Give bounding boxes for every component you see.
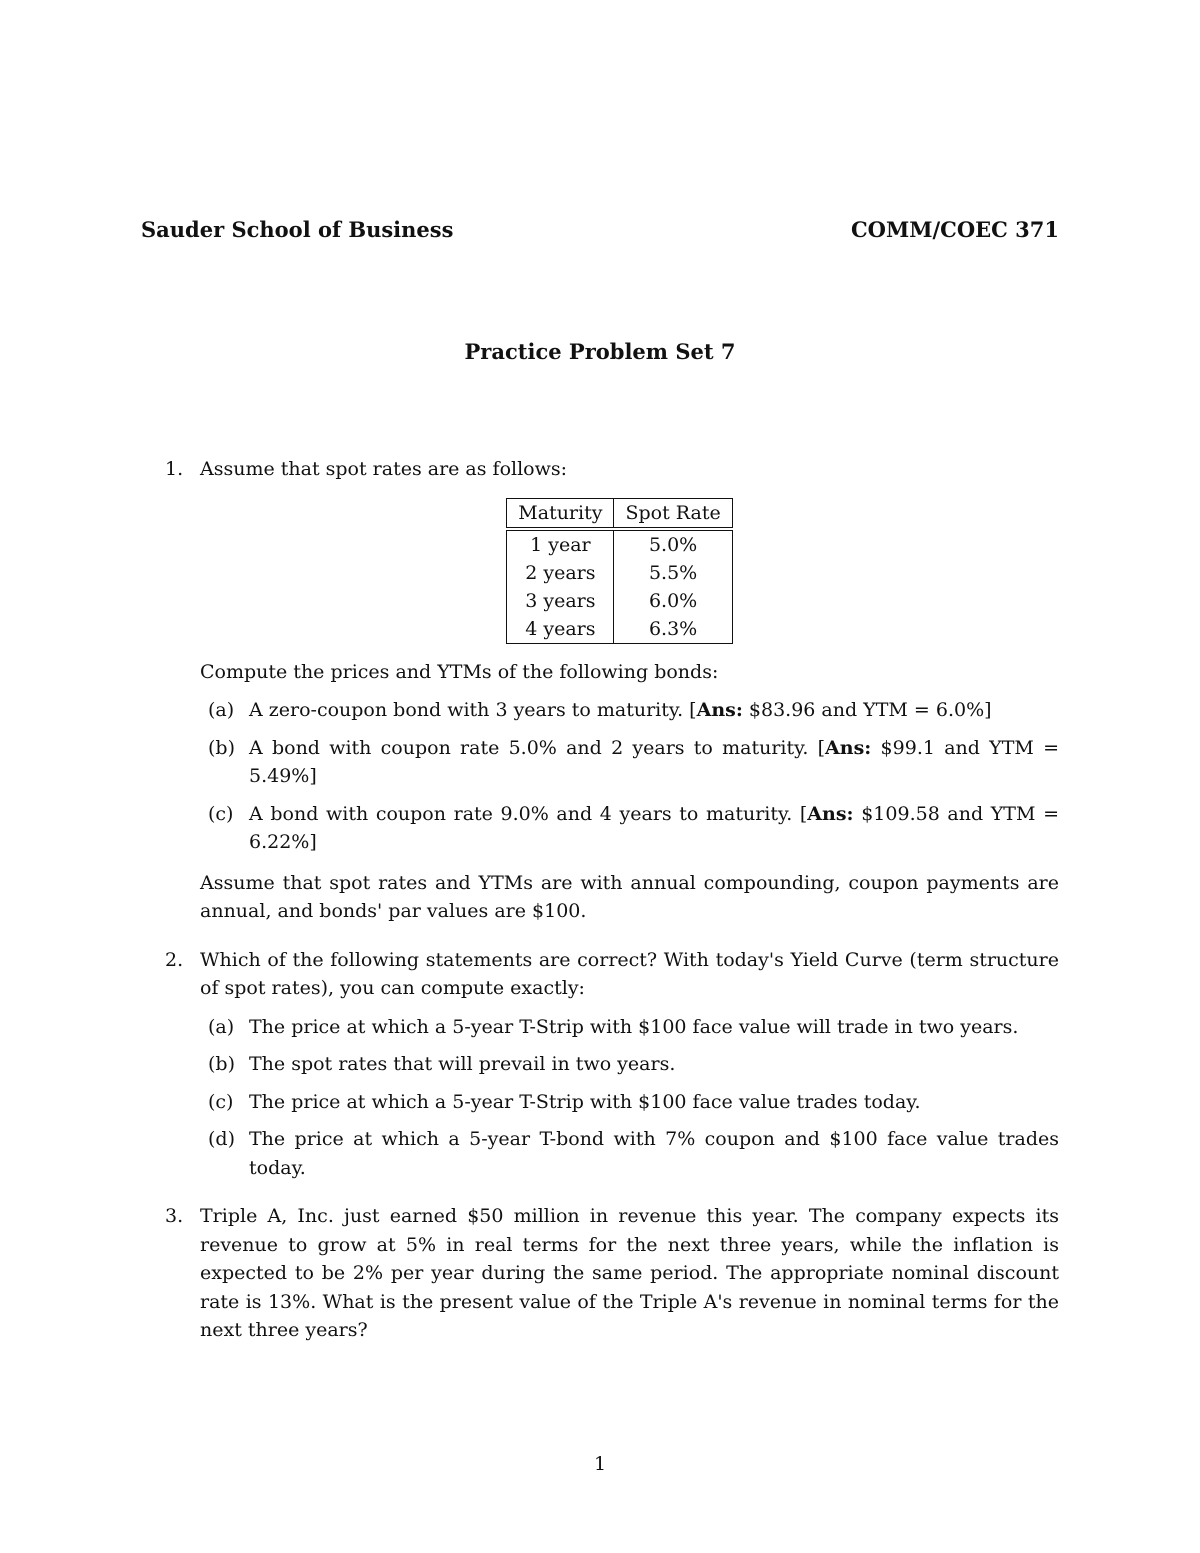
problem-intro: Triple A, Inc. just earned $50 million in revenue this year. The company expects its revenue to grow at 5% in real terms for the next three years, while the inflation is expected to be 2% per year during the same period. The appropriate nominal discount rate is 13%. What is the present value of the Triple A's revenue in nominal terms for the next three years? <box>200 1205 1059 1341</box>
sub-question-label: (b) <box>208 736 235 759</box>
table-cell: 4 years <box>507 615 614 644</box>
table-cell: 5.0% <box>614 529 732 559</box>
table-cell: 6.3% <box>614 615 732 644</box>
answer-label: Ans: <box>807 802 854 825</box>
problem-intro: Which of the following statements are correct? With today's Yield Curve (term structure of spot rates), you can compute exactly: <box>200 948 1059 999</box>
problem-number: 2. <box>165 948 184 971</box>
sub-question-label: (b) <box>208 1053 235 1075</box>
sub-question-text: The price at which a 5-year T-Strip with $100 face value will trade in two years. <box>249 1015 1019 1038</box>
answer-text: $99.1 and YTM = 5.49%] <box>249 736 1059 787</box>
table-row <box>507 615 732 644</box>
sub-question-text: A bond with coupon rate 9.0% and 4 years to maturity. [ <box>249 802 808 825</box>
problem-number: 1. <box>165 458 184 480</box>
answer-label: Ans: <box>696 699 743 721</box>
spot-rate-table <box>506 498 732 644</box>
sub-question <box>200 696 1059 725</box>
sub-question-label: (a) <box>208 1015 235 1038</box>
problem-number: 3. <box>165 1205 184 1227</box>
sub-question-label: (a) <box>208 699 235 721</box>
table-row <box>507 587 732 615</box>
sub-question-list <box>200 1013 1059 1183</box>
sub-question-text: The price at which a 5-year T-bond with 7% coupon and $100 face value trades today. <box>249 1128 1059 1179</box>
header-course-code: COMM/COEC 371 <box>850 217 1059 242</box>
page-number: 1 <box>593 1453 607 1475</box>
problem-prompt: Compute the prices and YTMs of the following bonds: <box>200 660 719 683</box>
sub-question-label: (c) <box>208 802 234 825</box>
sub-question-text: The spot rates that will prevail in two years. <box>249 1053 676 1075</box>
problem-intro: Assume that spot rates are as follows: <box>200 458 568 480</box>
sub-question <box>200 1125 1059 1182</box>
answer-label: Ans: <box>825 736 872 759</box>
table-cell: 1 year <box>507 529 614 559</box>
problem-3 <box>141 1202 1059 1345</box>
table-row <box>507 559 732 587</box>
sub-question-list <box>200 696 1059 857</box>
sub-question <box>200 1013 1059 1042</box>
sub-question-text: A bond with coupon rate 5.0% and 2 years to maturity. [ <box>249 736 826 759</box>
sub-question-label: (d) <box>208 1128 235 1150</box>
sub-question <box>200 1050 1059 1079</box>
problem-list <box>141 455 1059 1365</box>
sub-question-label: (c) <box>208 1090 234 1113</box>
page-title: Practice Problem Set 7 <box>464 339 736 364</box>
problem-2 <box>141 946 1059 1183</box>
column-header-maturity: Maturity <box>507 498 614 529</box>
answer-text: $83.96 and YTM = 6.0%] <box>742 699 992 721</box>
header-institution: Sauder School of Business <box>141 217 454 242</box>
sub-question <box>200 800 1059 857</box>
answer-text: $109.58 and YTM = 6.22%] <box>249 802 1059 853</box>
sub-question-text: A zero-coupon bond with 3 years to maturity. [ <box>249 699 697 721</box>
table-cell: 6.0% <box>614 587 732 615</box>
table-header-row <box>507 498 732 529</box>
table-cell: 2 years <box>507 559 614 587</box>
column-header-spot-rate: Spot Rate <box>614 498 732 529</box>
sub-question-text: The price at which a 5-year T-Strip with $100 face value trades today. <box>249 1090 921 1113</box>
problem-note: Assume that spot rates and YTMs are with annual compounding, coupon payments are annual, and bonds' par values are $100. <box>200 871 1059 922</box>
table-cell: 5.5% <box>614 559 732 587</box>
problem-1 <box>141 455 1059 926</box>
table-row <box>507 529 732 559</box>
sub-question <box>200 734 1059 791</box>
table-cell: 3 years <box>507 587 614 615</box>
sub-question <box>200 1088 1059 1117</box>
